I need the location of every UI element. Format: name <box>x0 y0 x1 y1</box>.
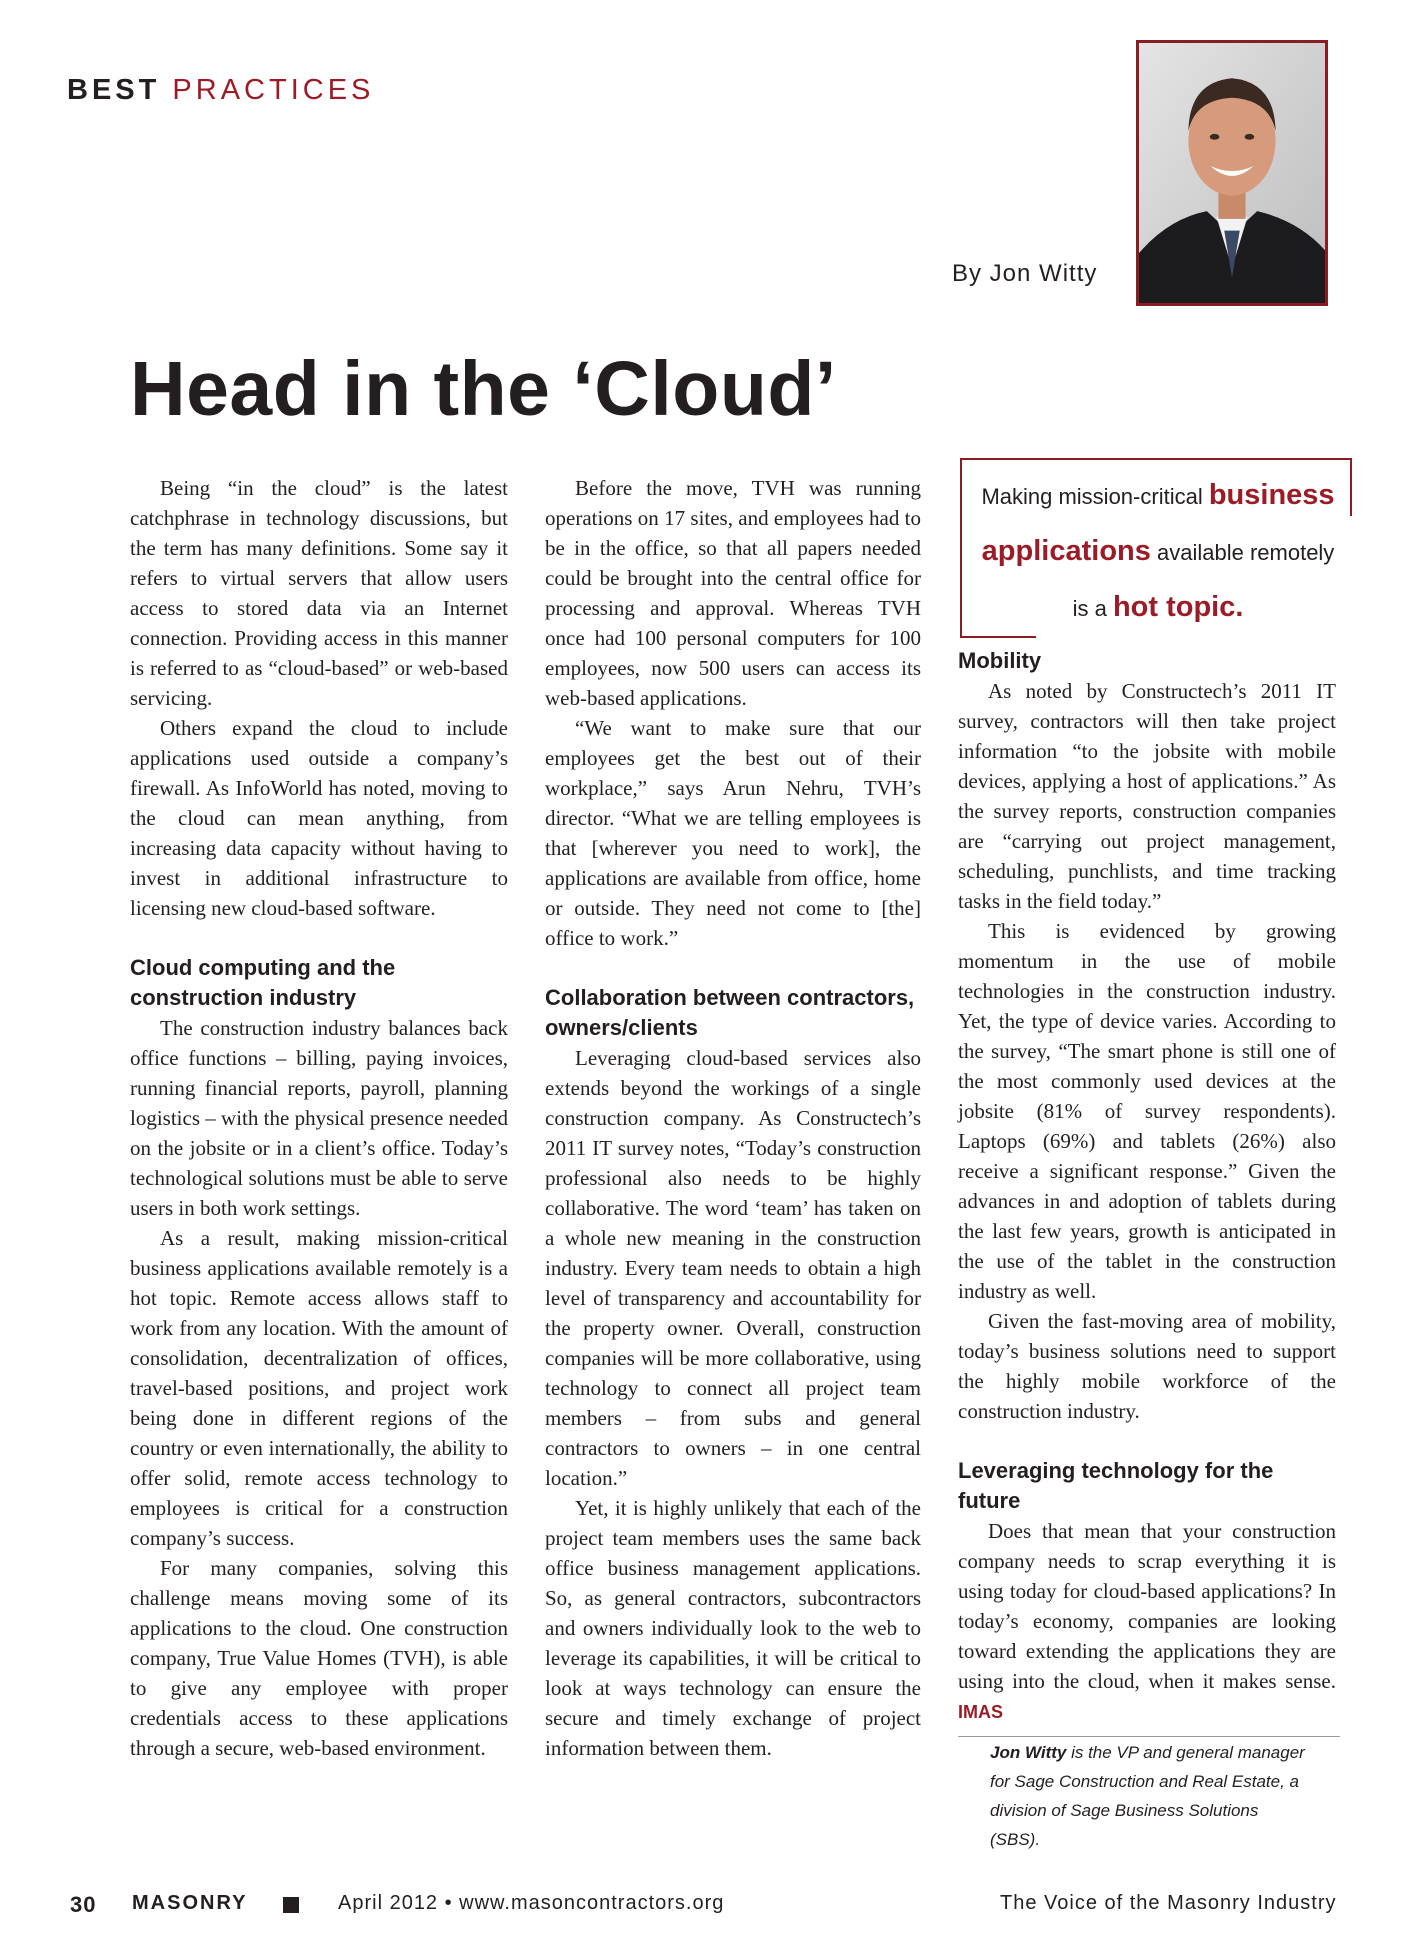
headline: Head in the ‘Cloud’ <box>130 346 837 432</box>
section-label-bold: BEST <box>67 74 161 106</box>
pull-quote-rule-right <box>1350 458 1352 516</box>
paragraph-text: Does that mean that your construction company needs to scrap everything it is using today for cloud-based applications? In today’s economy, companies are looking toward extending the applications they are using into the cloud, when it makes sense. <box>958 1519 1336 1693</box>
paragraph: Given the fast-moving area of mobility, today’s business solutions need to support the highly mobile workforce of the construction industry. <box>958 1309 1336 1423</box>
subheading: Collaboration between contractors, owners/clients <box>545 985 915 1040</box>
pull-quote-t2: available remotely <box>1157 540 1335 565</box>
paragraph: Others expand the cloud to include applications used outside a company’s firewall. As InfoWorld has noted, moving to the cloud can mean anything, from increasing data capacity without having to invest in additional infrastructure to licensing new cloud-based software. <box>130 716 508 920</box>
paragraph: Yet, it is highly unlikely that each of the project team members uses the same back office business management applications. So, as general contractors, subcontractors and owners individually look to the web to leverage its capabilities, it will be critical to look at ways technology can ensure the secure and timely exchange of project information between them. <box>545 1496 921 1760</box>
subheading: Mobility <box>958 648 1042 673</box>
section-label-rest: PRACTICES <box>172 74 375 106</box>
article-column-2 <box>545 473 921 1763</box>
pull-quote-rule-left <box>960 458 962 638</box>
article-column-3 <box>958 646 1336 1727</box>
paragraph: “We want to make sure that our employees get the best out of their workplace,” says Arun Nehru, TVH’s director. “What we are telling employees is that [wherever you need to work], the applications are available from office, home or outside. They need not come to [the] office to work.” <box>545 716 921 950</box>
paragraph: For many companies, solving this challenge means moving some of its applications to the cloud. One construction company, True Value Homes (TVH), is able to give any employee with proper credentials access to these applications through a secure, web-based environment. <box>130 1556 508 1760</box>
issue-info: April 2012 • www.masoncontractors.org <box>338 1892 725 1914</box>
paragraph: As a result, making mission-critical business applications available remotely is a hot topic. Remote access allows staff to work from any location. With the amount of consolidation, decentralization of offices, travel-based positions, and project work being done in different regions of the country or even internationally, the ability to offer solid, remote access technology to employees is critical for a construction company’s success. <box>130 1226 508 1550</box>
pull-quote <box>960 458 1352 638</box>
pull-quote-rule-top <box>960 458 1352 460</box>
pull-quote-t1: Making mission-critical <box>981 484 1203 509</box>
end-mark: IMAS <box>958 1702 1003 1722</box>
article-column-1 <box>130 473 508 1763</box>
author-photo <box>1136 40 1328 306</box>
pull-quote-rule-bottom <box>960 636 1036 638</box>
magazine-name: MASONRY <box>132 1892 248 1914</box>
paragraph: As noted by Constructech’s 2011 IT survey, contractors will then take project information “to the jobsite with mobile devices, applying a host of applications.” As the survey reports, construction companies are “carrying out project management, scheduling, punchlists, and time tracking tasks in the field today.” <box>958 679 1336 913</box>
bio-name: Jon Witty <box>990 1743 1067 1762</box>
page-number: 30 <box>70 1892 97 1917</box>
pull-quote-e1: business <box>1208 479 1335 511</box>
pull-quote-e3: hot topic. <box>1112 591 1244 623</box>
paragraph: The construction industry balances back office functions – billing, paying invoices, running financial reports, payroll, planning logistics – with the physical presence needed on the jobsite or in a client’s office. Today’s technological solutions must be able to serve users in both work settings. <box>130 1016 508 1220</box>
footer-tagline: The Voice of the Masonry Industry <box>1000 1892 1337 1914</box>
paragraph: Before the move, TVH was running operations on 17 sites, and employees had to be in the office, so that all papers needed could be brought into the central office for processing and approval. Whereas TVH once had 100 personal computers for 100 employees, now 500 users can access its web-based applications. <box>545 476 921 710</box>
subheading: Leveraging technology for the future <box>958 1458 1274 1513</box>
paragraph: Being “in the cloud” is the latest catchphrase in technology discussions, but the term has many definitions. Some say it refers to virtual servers that allow users access to stored data via an Internet connection. Providing access in this manner is referred to as “cloud-based” or web-based servicing. <box>130 476 508 710</box>
paragraph <box>958 1516 1336 1727</box>
pull-quote-text <box>972 468 1344 636</box>
bio-rule <box>958 1736 1340 1737</box>
section-label <box>67 74 374 107</box>
paragraph: Leveraging cloud-based services also extends beyond the workings of a single construction company. As Constructech’s 2011 IT survey notes, “Today’s construction professional also needs to be highly collaborative. The word ‘team’ has taken on a whole new meaning in the construction industry. Every team needs to obtain a high level of transparency and accountability for the property owner. Overall, construction companies will be more collaborative, using technology to connect all project team members – from subs and general contractors to owners – in one central location.” <box>545 1046 921 1490</box>
subheading: Cloud computing and the construction industry <box>130 955 396 1010</box>
pull-quote-t3: is a <box>1072 596 1107 621</box>
footer-square-icon <box>283 1897 299 1913</box>
byline: By Jon Witty <box>952 260 1098 287</box>
author-bio <box>990 1738 1310 1854</box>
bio-text: is the VP and general manager for Sage Construction and Real Estate, a division of Sage Business Solutions (SBS). <box>990 1743 1305 1849</box>
pull-quote-e2: applications <box>981 535 1151 567</box>
paragraph: This is evidenced by growing momentum in the use of mobile technologies in the construction industry. Yet, the type of device varies. According to the survey, “The smart phone is still one of the most commonly used devices at the jobsite (81% of survey respondents). Laptops (69%) and tablets (26%) also receive a significant response.” Given the advances in and adoption of tablets during the last few years, growth is anticipated in the use of the tablet in the construction industry as well. <box>958 919 1336 1303</box>
